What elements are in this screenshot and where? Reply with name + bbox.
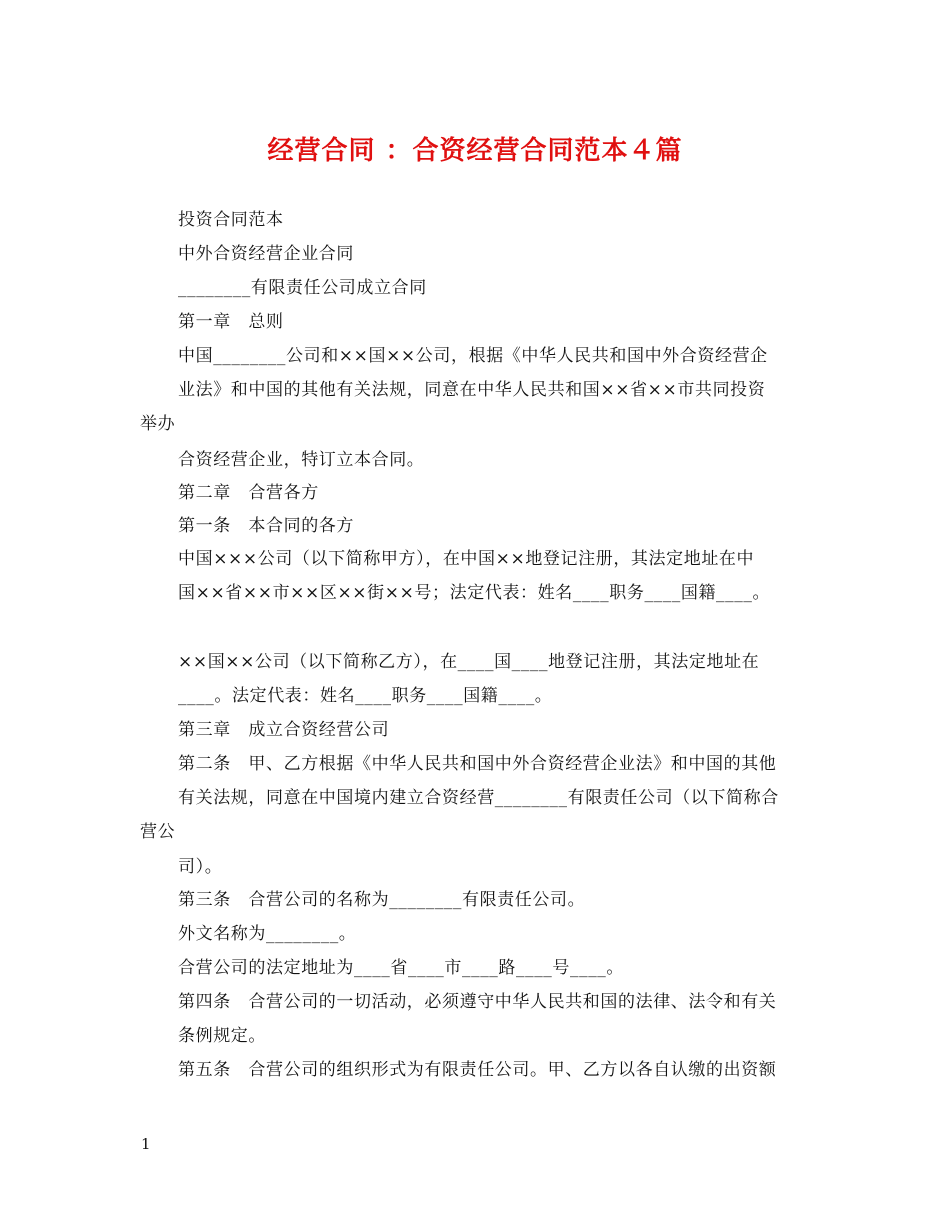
chapter-heading: 第二章 合营各方 (178, 483, 319, 503)
page-number: 1 (141, 1135, 151, 1153)
text-line: 投资合同范本 (178, 210, 284, 230)
text-line: 合营公司的法定地址为____省____市____路____号____。 (178, 958, 624, 978)
text-line: 国××省××市××区××街××号；法定代表：姓名____职务____国籍____。 (178, 583, 771, 603)
text-line: 中外合资经营企业合同 (178, 244, 354, 264)
text-line: 第三条 合营公司的名称为________有限责任公司。 (178, 890, 586, 910)
text-line: ××国××公司（以下简称乙方），在____国____地登记注册，其法定地址在 (178, 652, 760, 672)
chapter-heading: 第三章 成立合资经营公司 (178, 720, 390, 740)
text-line: 条例规定。 (178, 1026, 266, 1046)
text-line: 有关法规，同意在中国境内建立合资经营________有限责任公司（以下简称合 (178, 788, 779, 808)
text-line: 中国________公司和××国××公司，根据《中华人民共和国中外合资经营企 (178, 346, 768, 366)
text-line: 第二条 甲、乙方根据《中华人民共和国中外合资经营企业法》和中国的其他 (178, 754, 777, 774)
text-line: 第五条 合营公司的组织形式为有限责任公司。甲、乙方以各自认缴的出资额 (178, 1060, 777, 1080)
text-line: 举办 (140, 414, 176, 434)
text-line: 营公 (140, 822, 176, 842)
text-line: 司）。 (178, 857, 223, 877)
text-line: ________有限责任公司成立合同 (178, 278, 427, 298)
text-line: ____。法定代表：姓名____职务____国籍____。 (178, 686, 553, 706)
article-heading: 第一条 本合同的各方 (178, 516, 354, 536)
text-line: 中国×××公司（以下简称甲方），在中国××地登记注册，其法定地址在中 (178, 549, 755, 569)
text-line: 合资经营企业，特订立本合同。 (178, 450, 425, 470)
chapter-heading: 第一章 总则 (178, 312, 284, 332)
text-line: 第四条 合营公司的一切活动，必须遵守中华人民共和国的法律、法令和有关 (178, 992, 777, 1012)
text-line: 外文名称为________。 (178, 924, 357, 944)
page-title: 经营合同 ：合资经营合同范本４篇 (267, 136, 683, 166)
text-line: 业法》和中国的其他有关法规，同意在中华人民共和国××省××市共同投资 (178, 380, 766, 400)
